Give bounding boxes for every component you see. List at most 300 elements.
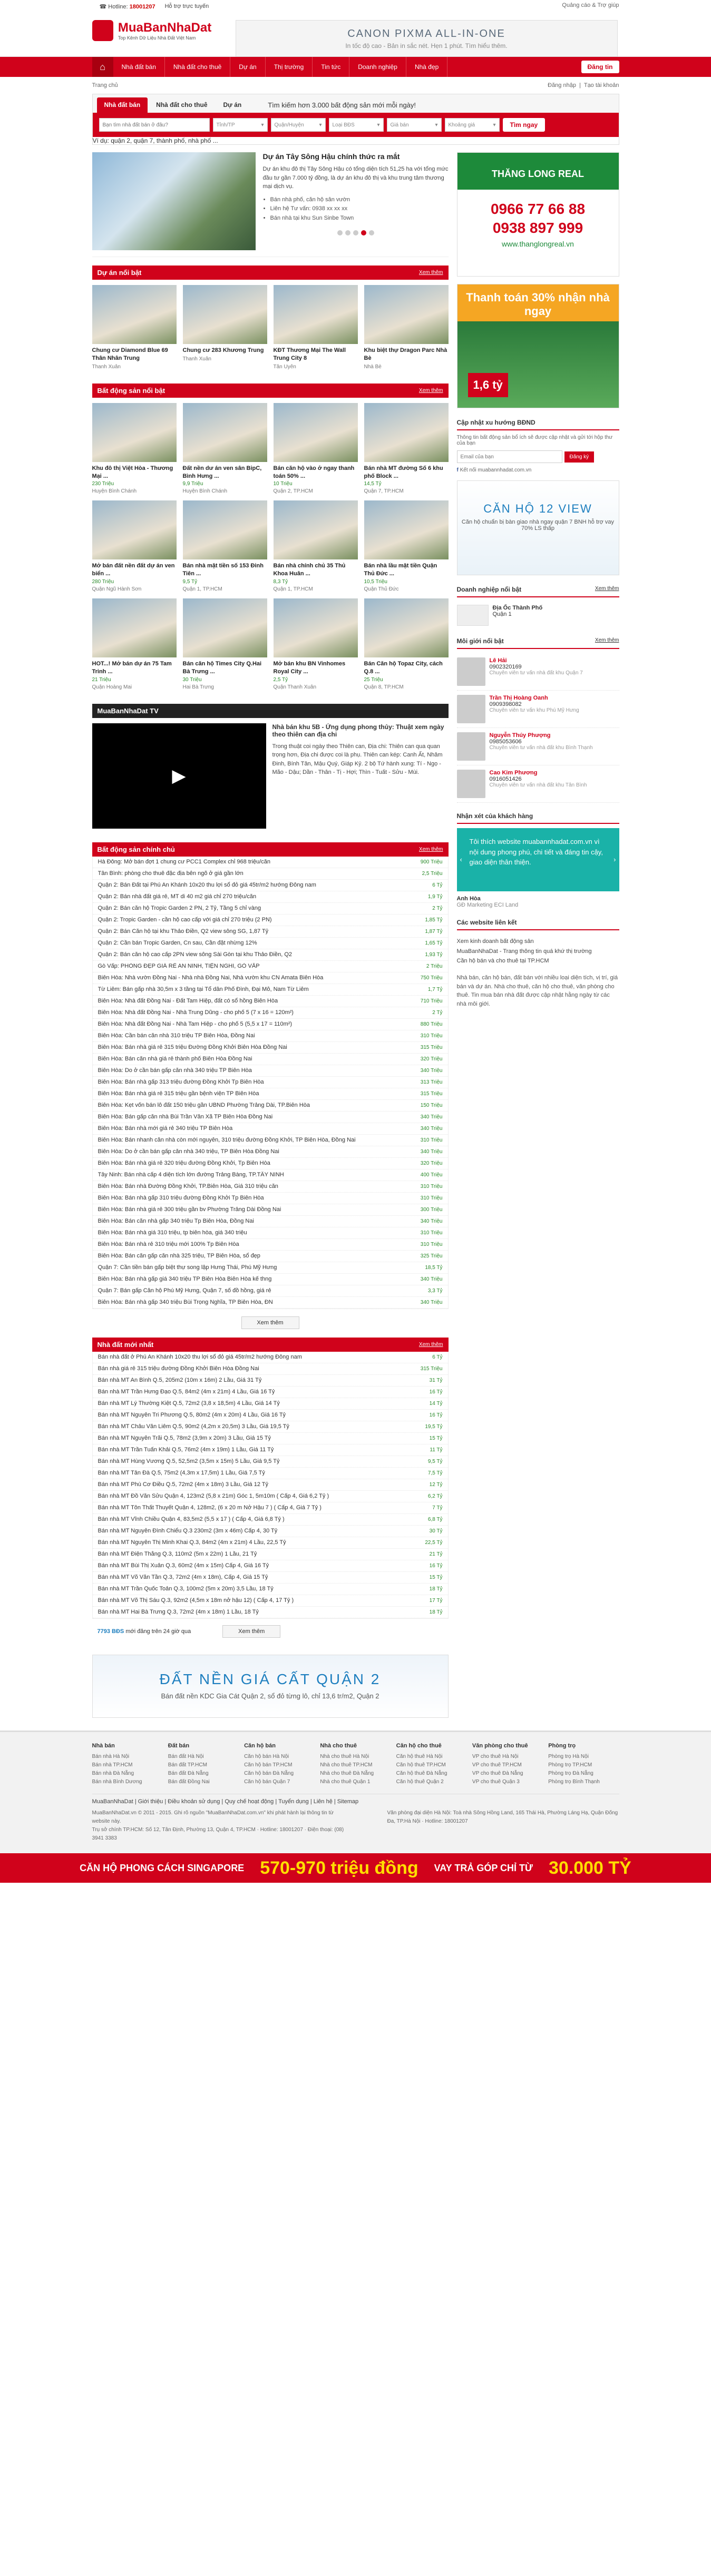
list-item-title[interactable]: Bán nhà đất ở Phú An Khánh 10x20 thu lợi sổ đỏ giá 45tr/m2 hướng Đông nam <box>98 1354 302 1361</box>
project-title[interactable]: Chung cư Diamond Blue 69 Thân Nhân Trung <box>92 347 168 361</box>
list-item-price: 310 Triệu <box>420 1241 443 1247</box>
agent-item[interactable] <box>457 728 619 765</box>
featured-title[interactable]: Dự án Tây Sông Hậu chính thức ra mắt <box>262 152 400 161</box>
load-more-button[interactable]: Xem thêm <box>222 1625 280 1638</box>
subscribe-button[interactable]: Đăng ký <box>564 451 595 463</box>
footer-link[interactable]: Nhà cho thuê TP.HCM <box>320 1762 373 1768</box>
list-item-price: 9,5 Tỷ <box>427 1458 443 1464</box>
more-link[interactable]: Xem thêm <box>595 586 619 592</box>
list-item[interactable] <box>93 1595 448 1607</box>
list-item-title[interactable]: Hà Đông: Mở bán đợt 1 chung cư PCC1 Complex chỉ 968 triệu/căn <box>98 859 271 866</box>
login-link[interactable]: Đăng nhập <box>548 82 576 89</box>
bottom-banner-ad[interactable]: ĐẤT NỀN GIÁ CẤT QUẬN 2 Bán đất nền KDC Gia Cát Quận 2, sổ đỏ từng lô, chỉ 13,6 tr/m2, Quận 2 <box>92 1655 449 1718</box>
list-item[interactable] <box>93 1239 448 1251</box>
top-banner-ad[interactable]: CANON PIXMA ALL-IN-ONE In tốc độ cao - Bản in sắc nét. Hẹn 1 phút. Tìm hiểu thêm. <box>236 20 618 57</box>
list-item[interactable] <box>93 1193 448 1204</box>
footer-link[interactable]: Bán đất Đồng Nai <box>168 1779 210 1785</box>
project-image[interactable] <box>364 285 449 344</box>
list-item[interactable] <box>93 1560 448 1572</box>
sidebar-ad-12view[interactable]: CĂN HỘ 12 VIEW Căn hộ chuẩn bị bàn giao nhà ngay quận 7 BNH hỗ trợ vay 70% LS thấp <box>457 480 619 575</box>
post-listing-button[interactable]: Đăng tin <box>581 61 619 73</box>
list-item[interactable] <box>93 1274 448 1285</box>
list-item[interactable] <box>93 984 448 996</box>
project-title[interactable]: Chung cư 283 Khương Trung <box>182 347 264 353</box>
list-item-title[interactable]: Bán nhà MT Điện Thắng Q.3, 110m2 (5m x 22m) 1 Lầu, 21 Tỷ <box>98 1551 257 1558</box>
hot-title[interactable]: Bán nhà lầu mặt tiền Quận Thủ Đức ... <box>364 563 437 577</box>
agent-item[interactable] <box>457 765 619 803</box>
list-item-title[interactable]: Biên Hòa: Bán nhanh căn nhà còn mới nguyên, 310 triệu đường Đồng Khởi, TP Biên Hòa, Đồng Nai <box>98 1137 356 1144</box>
footer-link[interactable]: Nhà cho thuê Hà Nội <box>320 1754 369 1760</box>
list-item-title[interactable]: Bán nhà MT Đồ Văn Sửu Quận 4, 123m2 (5,8 x 21m) Góc 1, 5m10m ( Cấp 4, Giá 6,2 Tỷ ) <box>98 1493 329 1500</box>
footer-link[interactable]: Bán đất Hà Nội <box>168 1754 204 1760</box>
list-item-title[interactable]: Bán nhà MT Nguyễn Trãi Q.5, 78m2 (3,9m x 20m) 3 Lầu, Giá 15 Tỷ <box>98 1435 271 1442</box>
list-item[interactable] <box>93 961 448 972</box>
footer-column-title: Căn hộ cho thuê <box>396 1742 442 1749</box>
sidebar-ad-thanglong[interactable]: THĂNG LONG REAL 0966 77 66 88 0938 897 999 www.thanglongreal.vn <box>457 152 619 277</box>
nav-item-nha-dep[interactable]: Nhà đẹp <box>406 57 447 77</box>
hot-card[interactable] <box>364 598 449 690</box>
hot-card[interactable] <box>92 598 177 690</box>
list-item[interactable] <box>93 1363 448 1375</box>
list-item[interactable] <box>93 1146 448 1158</box>
list-item-title[interactable]: Biên Hòa: Nhà đất Đồng Nai - Đất Tam Hiệp, đất có sổ hồng Biên Hòa <box>98 998 278 1005</box>
list-item[interactable] <box>93 1077 448 1088</box>
list-item-title[interactable]: Bán nhà MT Hai Bà Trưng Q.3, 72m2 (4m x 18m) 1 Lầu, 18 Tỷ <box>98 1609 259 1616</box>
list-item[interactable] <box>93 972 448 984</box>
list-item-title[interactable]: Tân Bình: phòng cho thuê đặc địa bên ngõ ở giá gần lớn <box>98 870 244 877</box>
hot-image[interactable] <box>274 598 358 657</box>
list-item-price: 17 Tỷ <box>429 1597 443 1604</box>
footer-link[interactable]: Bán nhà Đà Nẵng <box>92 1771 134 1777</box>
site-logo[interactable]: MuaBanNhaDat Top Kênh Dữ Liệu Nhà Đất Việt Nam <box>92 20 229 46</box>
footer-link[interactable]: Căn hộ thuê TP.HCM <box>396 1762 446 1768</box>
list-item-title[interactable]: Biên Hòa: Bán gấp căn nhà Bùi Trần Văn Xã TP Biên Hòa Đồng Nai <box>98 1114 273 1120</box>
footer-link[interactable]: Bán nhà TP.HCM <box>92 1762 133 1768</box>
list-item-title[interactable]: Quận 7: Cần tiền bán gấp biệt thự song lập Hưng Thái, Phú Mỹ Hưng <box>98 1264 277 1271</box>
list-item[interactable] <box>93 1227 448 1239</box>
list-item[interactable] <box>93 1456 448 1468</box>
list-item-title[interactable]: Bán nhà MT Tôn Thất Thuyết Quận 4, 128m2, (6 x 20 m Nở Hậu 7 ) ( Cấp 4, Giá 7 Tỷ ) <box>98 1505 322 1511</box>
agent-name[interactable]: Cao Kim Phương <box>489 770 538 776</box>
list-item-price: 18,5 Tỷ <box>425 1264 443 1271</box>
project-location: Nhà Bè <box>364 363 382 370</box>
list-item[interactable] <box>93 1549 448 1560</box>
footer-link[interactable]: VP cho thuê TP.HCM <box>472 1762 522 1768</box>
nav-item-thue[interactable]: Nhà đất cho thuê <box>165 57 230 77</box>
hot-image[interactable] <box>183 500 267 559</box>
search-button[interactable]: Tìm ngay <box>503 118 546 132</box>
hot-location: Quận Thanh Xuân <box>273 684 317 690</box>
list-item[interactable] <box>93 1169 448 1181</box>
footer-link[interactable]: Bán đất TP.HCM <box>168 1762 207 1768</box>
hot-title[interactable]: HOT...! Mở bán dự án 75 Tam Trinh ... <box>92 661 172 675</box>
list-item[interactable] <box>93 1584 448 1595</box>
hot-title[interactable]: Bán căn hộ Times City Q.Hai Bà Trưng ... <box>182 661 262 675</box>
signup-link[interactable]: Tạo tài khoản <box>583 82 619 89</box>
footer-banner-ad[interactable]: CĂN HỘ PHONG CÁCH SINGAPORE 570-970 triệu đồng VAY TRẢ GÓP CHỈ TỪ 30.000 TỶ <box>0 1853 711 1883</box>
list-item[interactable] <box>93 938 448 949</box>
list-item-title[interactable]: Biên Hòa: Bán nhà gấp 340 triệu Bùi Trọng Nghĩa, TP Biên Hòa, ĐN <box>98 1299 273 1306</box>
footer-link[interactable]: Căn hộ bán Hà Nội <box>244 1754 289 1760</box>
footer-link[interactable]: Bán nhà Hà Nội <box>92 1754 130 1760</box>
list-item-title[interactable]: Từ Liêm: Bán gấp nhà 30,5m x 3 tầng tại Tổ dân Phố Đình, Đại Mỗ, Nam Từ Liêm <box>98 986 309 993</box>
hot-card[interactable] <box>364 500 449 592</box>
list-item[interactable] <box>93 857 448 868</box>
footer-column-title: Đất bán <box>168 1742 190 1749</box>
price-select[interactable]: Giá bán ▾ <box>387 118 442 132</box>
list-item[interactable] <box>93 1468 448 1479</box>
home-icon[interactable]: ⌂ <box>92 57 113 77</box>
province-select[interactable]: Tỉnh/TP ▾ <box>213 118 268 132</box>
hot-card[interactable] <box>183 500 267 592</box>
tab-du-an[interactable]: Dự án <box>223 101 242 109</box>
list-item-title[interactable]: Biên Hòa: Bán nhà giá rẻ 300 triệu gần bv Phường Trảng Dài Đồng Nai <box>98 1206 281 1213</box>
hot-image[interactable] <box>92 403 177 462</box>
list-item-title[interactable]: Bán nhà MT An Bình Q.5, 205m2 (10m x 16m) 2 Lầu, Giá 31 Tỷ <box>98 1377 262 1384</box>
carousel-dot[interactable] <box>353 230 358 235</box>
agent-item[interactable] <box>457 691 619 728</box>
list-item-title[interactable]: Biên Hòa: Kẹt vốn bán lô đất 150 triệu gần UBND Phường Trảng Dài, TP.Biên Hòa <box>98 1102 310 1109</box>
footer-column <box>244 1742 315 1787</box>
list-item[interactable] <box>93 1433 448 1444</box>
search-input[interactable] <box>99 118 210 132</box>
more-link[interactable]: Xem thêm <box>418 270 443 276</box>
footer-link[interactable]: Căn hộ thuê Đà Nẵng <box>396 1771 447 1777</box>
tab-ban[interactable]: Nhà đất bán <box>97 97 148 113</box>
footer-link[interactable]: Bán nhà Bình Dương <box>92 1779 142 1785</box>
list-item-price: 16 Tỷ <box>429 1412 443 1418</box>
tab-thue[interactable]: Nhà đất cho thuê <box>156 101 208 109</box>
hot-title[interactable]: Bán nhà chính chủ 35 Thủ Khoa Huân ... <box>273 563 346 577</box>
list-item[interactable] <box>93 1502 448 1514</box>
hot-title[interactable]: Mở bán khu BN Vinhomes Royal City ... <box>273 661 346 675</box>
list-item-title[interactable]: Biên Hòa: Bán căn nhà gấp 340 triệu Tp Biên Hòa, Đồng Nai <box>98 1218 254 1225</box>
list-item[interactable] <box>93 1019 448 1030</box>
list-item[interactable] <box>93 1479 448 1491</box>
list-item[interactable] <box>93 1135 448 1146</box>
agent-name[interactable]: Lê Hải <box>489 657 507 664</box>
hot-image[interactable] <box>92 598 177 657</box>
tv-title[interactable]: Nhà bán khu 5B - Ứng dụng phong thủy: Thuật xem ngày theo thiên can địa chi <box>272 723 444 738</box>
list-item-title[interactable]: Quận 2: Bán căn hộ cao cấp 2PN view sông Sài Gòn tại khu Thảo Điền, Q2 <box>98 951 293 958</box>
list-item[interactable] <box>93 1112 448 1123</box>
list-item-title[interactable]: Bán nhà MT Võ Thị Sáu Q.3, 92m2 (4,5m x 18m nở hậu 12) ( Cấp 4, 17 Tỷ ) <box>98 1597 294 1604</box>
list-item-title[interactable]: Biên Hòa: Bán nhà giá rẻ 320 triệu đường Đồng Khởi, Tp Biên Hòa <box>98 1160 270 1167</box>
agent-name[interactable]: Trần Thị Hoàng Oanh <box>489 695 548 701</box>
list-item-title[interactable]: Biên Hòa: Bán nhà gấp giá 340 triệu TP Biên Hòa Biên Hòa kế thng <box>98 1276 272 1283</box>
partner-link[interactable]: MuaBanNhaDat - Trang thông tin quá khứ thị trường <box>456 948 592 955</box>
list-item-title[interactable]: Quận 2: Bán Căn hộ tại khu Thảo Điền, Q2 view sông SG, 1,87 Tỷ <box>98 928 269 935</box>
list-item[interactable] <box>93 1607 448 1618</box>
project-card[interactable] <box>274 285 358 370</box>
list-item-title[interactable]: Bán nhà giá rẻ 315 triệu đường Đồng Khởi Biên Hòa Đồng Nai <box>98 1365 259 1372</box>
hot-image[interactable] <box>274 500 358 559</box>
list-item[interactable] <box>93 1123 448 1135</box>
nav-item-du-an[interactable]: Dự án <box>230 57 265 77</box>
list-item-title[interactable]: Biên Hòa: Bán căn gấp căn nhà 325 triệu, TP Biên Hòa, sổ đẹp <box>98 1253 260 1260</box>
footer-link[interactable]: Nhà cho thuê Quận 1 <box>320 1779 371 1785</box>
chevron-down-icon: ▾ <box>493 122 496 128</box>
list-item[interactable] <box>93 1251 448 1262</box>
agent-name[interactable]: Nguyễn Thúy Phượng <box>489 732 551 739</box>
list-item-title[interactable]: Biên Hòa: Bán nhà gấp 313 triệu đường Đồng Khởi Tp Biên Hòa <box>98 1079 264 1086</box>
footer-link[interactable]: Phòng trọ Hà Nội <box>548 1754 589 1760</box>
list-item[interactable] <box>93 926 448 938</box>
list-item-title[interactable]: Bán nhà MT Phù Cơ Điều Q.5, 72m2 (4m x 18m) 3 Lầu, Giá 12 Tỷ <box>98 1481 269 1488</box>
list-item-title[interactable]: Bán nhà MT Nguyễn Đình Chiểu Q.3 230m2 (3m x 46m) Cấp 4, 30 Tỷ <box>98 1528 278 1535</box>
list-item[interactable] <box>93 1065 448 1077</box>
project-card[interactable] <box>364 285 449 370</box>
list-item[interactable] <box>93 1375 448 1387</box>
list-item[interactable] <box>93 1042 448 1054</box>
footer-link[interactable]: Căn hộ bán Quận 7 <box>244 1779 290 1785</box>
more-link[interactable]: Xem thêm <box>418 1341 443 1348</box>
list-item-price: 6 Tỷ <box>432 882 443 888</box>
carousel-dot[interactable] <box>345 230 350 235</box>
hot-title[interactable]: Bán Căn hộ Topaz City, cách Q.8 ... <box>364 661 443 675</box>
list-item-title[interactable]: Biên Hòa: Bán nhà giá rẻ 315 triệu Đường Đồng Khởi Biên Hòa Đồng Nai <box>98 1044 287 1051</box>
avatar <box>457 657 485 686</box>
footer-column <box>548 1742 619 1787</box>
list-item[interactable] <box>93 1100 448 1112</box>
list-item-title[interactable]: Bán nhà MT Nguyễn Tri Phương Q.5, 80m2 (4m x 20m) 4 Lầu, Giá 16 Tỷ <box>98 1412 286 1419</box>
hot-card[interactable] <box>183 403 267 495</box>
footer-link[interactable]: Phòng trọ Bình Thạnh <box>548 1779 600 1785</box>
list-item-title[interactable]: Bán nhà MT Lý Thường Kiệt Q.5, 72m2 (3,8 x 18,5m) 4 Lầu, Giá 14 Tỷ <box>98 1400 280 1407</box>
list-item-price: 310 Triệu <box>420 1195 443 1201</box>
list-item-title[interactable]: Bán nhà MT Tản Đà Q.5, 75m2 (4,3m x 17,5m) 1 Lầu, Giá 7,5 Tỷ <box>98 1470 265 1477</box>
list-item[interactable] <box>93 1537 448 1549</box>
list-item-title[interactable]: Quận 2: Cần bán Tropic Garden, Cn sau, Cần đặt nhừng 12% <box>98 940 257 947</box>
list-item-title[interactable]: Biên Hòa: Bán căn nhà giá rẻ thành phố Biên Hòa Đồng Nai <box>98 1056 252 1063</box>
hot-card[interactable] <box>274 598 358 690</box>
hot-title[interactable]: Bán nhà MT đường Số 6 khu phố Block ... <box>364 465 443 479</box>
footer-link[interactable]: VP cho thuê Quận 3 <box>472 1779 520 1785</box>
footer-link[interactable]: Căn hộ thuê Hà Nội <box>396 1754 443 1760</box>
list-item[interactable] <box>93 880 448 891</box>
hot-card[interactable] <box>274 500 358 592</box>
hot-title[interactable]: Đất nền dư án ven sân BipC, Bình Hưng ... <box>182 465 262 479</box>
list-item-title[interactable]: Biên Hòa: Bán nhà mới giá rẻ 340 triệu TP Biên Hòa <box>98 1125 233 1132</box>
nav-item-ban[interactable]: Nhà đất bán <box>113 57 165 77</box>
list-item[interactable] <box>93 1088 448 1100</box>
list-item-title[interactable]: Bán nhà MT Bùi Thị Xuân Q.3, 60m2 (4m x 15m) Cấp 4, Giá 16 Tỷ <box>98 1562 269 1569</box>
project-title[interactable]: Khu biệt thự Dragon Parc Nhà Bè <box>364 347 447 361</box>
partner-link[interactable]: Xem kinh doanh bất động sản <box>456 938 534 945</box>
list-item-title[interactable]: Tây Ninh: Bán nhà cấp 4 diện tích lớn đường Trảng Bàng, TP.TÂY NINH <box>98 1172 284 1178</box>
list-item[interactable] <box>93 1387 448 1398</box>
hot-title[interactable]: Khu đô thị Việt Hòa - Thương Mại ... <box>92 465 173 479</box>
featured-image[interactable] <box>92 152 256 250</box>
list-item[interactable] <box>93 1514 448 1526</box>
nav-item-thi-truong[interactable]: Thị trường <box>266 57 313 77</box>
footer-nav[interactable]: MuaBanNhaDat | Giới thiệu | Điều khoản sử dụng | Quy chế hoạt động | Tuyển dụng | Liên hệ | Sitemap <box>92 1794 619 1809</box>
featured-bullet: • Bán nhà phố, căn hộ sân vườn <box>270 195 449 205</box>
list-item-price: 1,9 Tỷ <box>427 893 443 900</box>
district-select[interactable]: Quận/Huyện ▾ <box>271 118 326 132</box>
hot-card[interactable] <box>364 403 449 495</box>
list-item-title[interactable]: Quận 7: Bán gấp Căn hộ Phú Mỹ Hưng, Quận 7, số đồ hồng, giá rẻ <box>98 1287 271 1294</box>
hot-card[interactable] <box>92 403 177 495</box>
list-item[interactable] <box>93 1285 448 1297</box>
load-more-button[interactable]: Xem thêm <box>241 1316 299 1329</box>
list-item[interactable] <box>93 868 448 880</box>
agent-item[interactable] <box>457 653 619 691</box>
footer-link[interactable]: Căn hộ thuê Quận 2 <box>396 1779 444 1785</box>
hot-image[interactable] <box>364 598 449 657</box>
list-item[interactable] <box>93 1054 448 1065</box>
project-card[interactable] <box>92 285 177 370</box>
more-link[interactable]: Xem thêm <box>595 637 619 643</box>
hot-location: Quận Hoàng Mai <box>92 684 132 690</box>
list-item-title[interactable]: Bán nhà MT Nguyễn Thị Minh Khai Q.3, 84m2 (4m x 21m) 4 Lầu, 22,5 Tỷ <box>98 1539 286 1546</box>
footer-link[interactable]: VP cho thuê Đà Nẵng <box>472 1771 523 1777</box>
list-item-title[interactable]: Quận 2: Bán Đất tại Phú An Khánh 10x20 thu lợi sổ đỏ giá 45tr/m2 hướng Đông nam <box>98 882 316 889</box>
list-item[interactable] <box>93 1410 448 1421</box>
list-item-title[interactable]: Bán nhà MT Châu Văn Liêm Q.5, 90m2 (4,2m x 20,5m) 3 Lầu, Giá 19,5 Tỷ <box>98 1423 289 1430</box>
list-item[interactable] <box>93 1572 448 1584</box>
hot-image[interactable] <box>183 403 267 462</box>
list-item-title[interactable]: Biên Hòa: Do ở cần bán gấp căn nhà 340 triệu, TP Biên Hòa Đồng Nai <box>98 1148 279 1155</box>
support-link[interactable]: Hỗ trợ trực tuyến <box>164 3 209 9</box>
hot-card[interactable] <box>183 598 267 690</box>
list-item[interactable] <box>93 1398 448 1410</box>
facebook-icon[interactable]: f <box>456 467 459 473</box>
hot-image[interactable] <box>364 403 449 462</box>
list-item-title[interactable]: Bán nhà MT Võ Văn Tần Q.3, 72m2 (4m x 18m), Cấp 4, Giá 15 Tỷ <box>98 1574 268 1581</box>
list-item-price: 320 Triệu <box>420 1160 443 1166</box>
list-item-title[interactable]: Biên Hòa: Bán nhà gấp 310 triệu đường Đồng Khởi Tp Biên Hòa <box>98 1195 264 1202</box>
list-item[interactable] <box>93 1297 448 1309</box>
list-item-title[interactable]: Quận 2: Bán căn hộ Tropic Garden 2 PN, 2 Tỷ, Tầng 5 chỉ vàng <box>98 905 261 912</box>
newest-footer: 7793 BĐS mới đăng trên 24 giờ qua Xem thêm <box>92 1619 449 1644</box>
footer-link[interactable]: Căn hộ bán TP.HCM <box>244 1762 293 1768</box>
list-item[interactable] <box>93 1181 448 1193</box>
hot-image[interactable] <box>92 500 177 559</box>
project-card[interactable] <box>183 285 267 370</box>
project-title[interactable]: KĐT Thương Mại The Wall Trung City 8 <box>273 347 346 361</box>
list-item[interactable] <box>93 1216 448 1227</box>
list-item-title[interactable]: Bán nhà MT Trần Quốc Toản Q.3, 100m2 (5m x 20m) 3,5 Lầu, 18 Tỷ <box>98 1586 274 1592</box>
arrow-left-icon[interactable]: ‹ <box>460 856 462 863</box>
list-item-title[interactable]: Biên Hòa: Bán nhà rẻ 310 triệu mới 100% Tp Biên Hòa <box>98 1241 239 1248</box>
newsletter-email-input[interactable] <box>457 450 562 463</box>
biz-item[interactable]: Địa Ốc Thành Phố Quận 1 <box>457 602 619 629</box>
list-item-price: 313 Triệu <box>420 1079 443 1085</box>
list-item-title[interactable]: Biên Hòa: Do ở cần bán gấp căn nhà 340 triệu TP Biên Hòa <box>98 1067 252 1074</box>
list-item[interactable] <box>93 1526 448 1537</box>
project-image[interactable] <box>92 285 177 344</box>
hot-title[interactable]: Bán căn hộ vào ở ngay thanh toán 50% ... <box>273 465 355 479</box>
video-player[interactable] <box>92 723 266 829</box>
list-item-title[interactable]: Biên Hòa: Cần bán căn nhà 310 triệu TP Biên Hòa, Đồng Nai <box>98 1033 255 1039</box>
footer-column-title: Nhà bán <box>92 1742 115 1749</box>
list-item-title[interactable]: Bán nhà MT Trần Hưng Đạo Q.5, 84m2 (4m x 21m) 4 Lầu, Giá 16 Tỷ <box>98 1389 275 1395</box>
breadcrumb-home[interactable]: Trang chủ <box>92 82 118 89</box>
range-select[interactable]: Khoảng giá ▾ <box>445 118 500 132</box>
carousel-dot[interactable] <box>369 230 374 235</box>
footer-link[interactable]: Bán đất Đà Nẵng <box>168 1771 209 1777</box>
list-item-title[interactable]: Gò Vấp: PHÒNG ĐẸP GIÁ RẺ AN NINH, TIỆN NGHI, GÒ VẤP <box>98 963 260 970</box>
list-item[interactable] <box>93 1030 448 1042</box>
list-item[interactable] <box>93 891 448 903</box>
footer-link[interactable]: Phòng trọ TP.HCM <box>548 1762 592 1768</box>
project-image[interactable] <box>183 285 267 344</box>
list-item-title[interactable]: Biên Hòa: Bán nhà Đường Đồng Khởi, TP.Biên Hòa, Giá 310 triệu căn <box>98 1183 278 1190</box>
list-item-title[interactable]: Quận 2: Tropic Garden - cần hộ cao cấp với giá chỉ 270 triệu (2 PN) <box>98 917 272 923</box>
hot-title[interactable]: Bán nhà mặt tiền số 153 Đinh Tiên ... <box>182 563 264 577</box>
list-item-price: 310 Triệu <box>420 1183 443 1189</box>
list-item[interactable] <box>93 903 448 915</box>
list-item-title[interactable]: Bán nhà MT Trần Tuấn Khải Q.5, 76m2 (4m x 19m) 1 Lầu, Giá 11 Tỷ <box>98 1447 274 1453</box>
list-item-title[interactable]: Bán nhà MT Vĩnh Chiều Quận 4, 83,5m2 (5,5 x 17 ) ( Cấp 4, Giá 6,8 Tỷ ) <box>98 1516 285 1523</box>
hot-card[interactable] <box>274 403 358 495</box>
list-item-title[interactable]: Biên Hòa: Bán nhà giá rẻ 315 triệu gần bệnh viện TP Biên Hòa <box>98 1090 259 1097</box>
hot-image[interactable] <box>274 403 358 462</box>
partner-link[interactable]: Cần hộ bán và cho thuê tại TP.HCM <box>456 958 549 965</box>
arrow-right-icon[interactable]: › <box>613 856 616 863</box>
list-item[interactable] <box>93 1491 448 1502</box>
list-item-price: 7,5 Tỷ <box>427 1470 443 1476</box>
list-item[interactable] <box>93 1352 448 1363</box>
list-item-price: 315 Triệu <box>420 1090 443 1097</box>
project-image[interactable] <box>274 285 358 344</box>
hot-image[interactable] <box>364 500 449 559</box>
list-item[interactable] <box>93 1007 448 1019</box>
carousel-dot[interactable] <box>361 230 366 235</box>
more-link[interactable]: Xem thêm <box>418 846 443 852</box>
list-item[interactable] <box>93 949 448 961</box>
list-item[interactable] <box>93 996 448 1007</box>
phone-icon: ☎ <box>99 4 107 10</box>
list-item-title[interactable]: Quận 2: Bán nhà đất giá rẻ, MT di 40 m2 giá chỉ 270 triệu/căn <box>98 893 257 900</box>
footer-link[interactable]: Nhà cho thuê Đà Nẵng <box>320 1771 374 1777</box>
hot-title[interactable]: Mở bán đất nền đất dự án ven biển ... <box>92 563 175 577</box>
help-link[interactable]: Quảng cáo & Trợ giúp <box>562 2 619 8</box>
list-item[interactable] <box>93 1421 448 1433</box>
list-item-title[interactable]: Biên Hòa: Nhà đất Đồng Nai - Nhà Trung Dũng - cho phố 5 (7 x 16 = 120m²) <box>98 1009 294 1016</box>
list-item-title[interactable]: Biên Hòa: Nhà đất Đồng Nai - Nhà Tam Hiệp - cho phố 5 (5,5 x 17 = 110m²) <box>98 1021 293 1028</box>
more-link[interactable]: Xem thêm <box>418 387 443 394</box>
nav-item-tin-tuc[interactable]: Tin tức <box>313 57 349 77</box>
footer-link[interactable]: VP cho thuê Hà Nội <box>472 1754 519 1760</box>
hot-location: Quận Ngũ Hành Sơn <box>92 586 142 593</box>
hot-location: Huyện Bình Chánh <box>92 488 137 495</box>
list-item[interactable] <box>93 1444 448 1456</box>
nav-item-doanh-nghiep[interactable]: Doanh nghiệp <box>349 57 406 77</box>
list-item[interactable] <box>93 1158 448 1169</box>
hot-price: 30 Triệu <box>182 676 202 683</box>
sidebar-ad-payment[interactable]: Thanh toán 30% nhận nhà ngay 1,6 tỷ <box>457 284 619 408</box>
hot-image[interactable] <box>183 598 267 657</box>
list-item-price: 340 Triệu <box>420 1067 443 1074</box>
hotline[interactable]: ☎ Hotline: 18001207 <box>99 4 155 10</box>
list-item-price: 1,87 Tỷ <box>425 928 443 935</box>
list-item-title[interactable]: Biên Hòa: Bán nhà giá 310 triệu, tp biên hòa, giá 340 triệu <box>98 1230 247 1236</box>
list-item[interactable] <box>93 915 448 926</box>
list-item-price: 16 Tỷ <box>429 1389 443 1395</box>
list-item-title[interactable]: Bán nhà MT Hùng Vương Q.5, 52,5m2 (3,5m x 15m) 5 Lầu, Giá 9,5 Tỷ <box>98 1458 280 1465</box>
footer-link[interactable]: Căn hộ bán Đà Nẵng <box>244 1771 294 1777</box>
type-select[interactable]: Loại BĐS ▾ <box>329 118 384 132</box>
list-item[interactable] <box>93 1262 448 1274</box>
hot-card[interactable] <box>92 500 177 592</box>
list-item[interactable] <box>93 1204 448 1216</box>
list-item-title[interactable]: Biên Hòa: Nhà vườn Đồng Nai - Nhà nhà Đồng Nai, Nhà vườn khu CN Amata Biên Hòa <box>98 975 324 981</box>
carousel-dot[interactable] <box>337 230 343 235</box>
footer-link[interactable]: Phòng trọ Đà Nẵng <box>548 1771 593 1777</box>
footer: Nhà bán Bán nhà Hà Nội Bán nhà TP.HCM Bán nhà Đà Nẵng Bán nhà Bình Dương Đất bán Bán đất Hà Nội Bán đất TP.HCM Bán đất Đà Nẵng Bán đất Đồng Nai Căn hộ bán Căn hộ bán Hà Nội Căn hộ bán TP.HCM Căn hộ bán Đà Nẵng Căn hộ bán Quận 7 Nhà cho thuê Nhà cho thuê Hà Nội Nhà cho thuê TP.HCM Nhà cho thuê Đà Nẵng Nhà cho thuê Quận 1 Căn hộ cho thuê Căn hộ thuê Hà Nội Căn hộ thuê TP.HCM Căn hộ thuê Đà Nẵng Căn hộ thuê Quận 2 Văn phòng cho thuê VP cho thuê Hà Nội VP cho thuê TP.HCM VP cho thuê Đà Nẵng VP cho thuê Quận 3 Phòng trọ Phòng trọ Hà Nội Phòng trọ TP.HCM Phòng trọ Đà Nẵng Phòng trọ Bình Thạnh MuaBanNhaDat | Giới thiệu | Điều khoản sử dụng | Quy chế hoạt động | Tuyển dụng | Liên hệ | Sitemap MuaBanNhaDat.vn © 2011 - 2015. Ghi rõ nguồn "MuaBanNhaDat.com.vn" khi phát hành lại thông tin từ website này. Trụ sở chính TP.HCM: Số 12, Tân Định, Phường 13, Quận 4, TP.HCM · Hotline: 18001207 · Điện thoại: (08) 3941 3383 Văn phòng đại diện Hà Nội: Toà nhà Sông Hồng Land, 165 Thái Hà, Phường Láng Hạ, Quận Đống Đa, TP.Hà Nội · Hotline: 18001207 CĂN HỘ PHONG CÁCH SINGAPORE 570-970 triệu đồng VAY TRẢ GÓP CHỈ TỪ 30.000 TỶ <box>0 1731 711 1883</box>
